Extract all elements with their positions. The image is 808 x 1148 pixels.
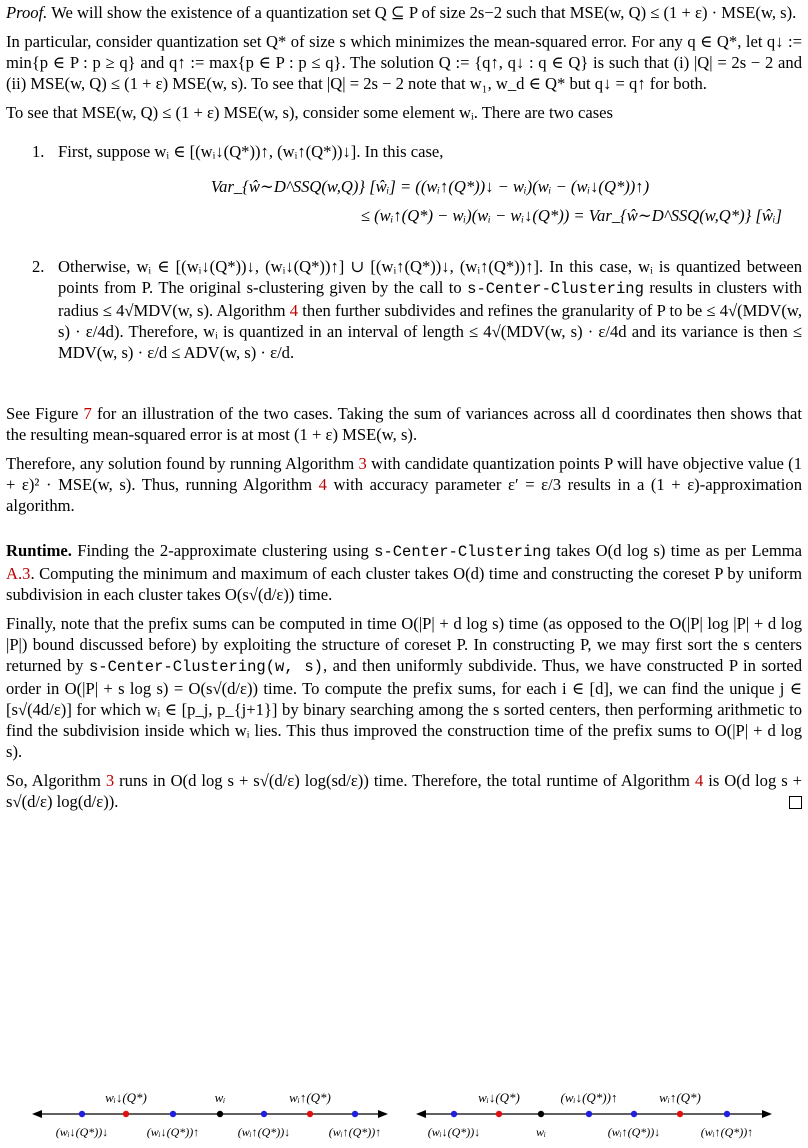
right-bottom-label-3: (wᵢ↑(Q*))↓ [607,1125,661,1139]
right-number-line [416,1090,772,1139]
left-arrow-left-icon [32,1110,42,1118]
paragraph-runtime [6,540,802,605]
runtime-text-a: Finding the 2-approximate clustering using [77,541,369,560]
total-text-b: runs in O(d log s + s√(d/ε) log(sd/ε)) time. Therefore, the total runtime of Algorithm [119,771,690,790]
intro-text: We will show the existence of a quantization set Q ⊆ P of size 2s−2 such that MSE(w, Q) ≤ (1 + ε) · MSE(w, s). [51,3,797,22]
figure-7-number-lines [30,1078,780,1148]
paragraph-cases-intro: To see that MSE(w, Q) ≤ (1 + ε) MSE(w, s), consider some element wᵢ. There are two cases [6,103,613,122]
s-center-clustering-call: s-Center-Clustering [467,280,644,298]
case-2-number: 2. [32,257,45,276]
left-point-3 [170,1111,176,1117]
case-1 [6,141,802,226]
case-1-number: 1. [32,142,45,161]
left-number-line [32,1090,388,1139]
right-point-3 [538,1111,544,1117]
qed-box [789,796,802,809]
proof-page [6,0,802,820]
case-2-text-b: results in clusters with radius ≤ 4√MDV(w, s). Algorithm [58,278,803,320]
algorithm-3-link[interactable]: 3 [358,454,367,473]
left-point-1 [79,1111,85,1117]
approx-text-a: Therefore, any solution found by running Algorithm [6,454,355,473]
right-point-7 [724,1111,730,1117]
left-point-2 [123,1111,129,1117]
runtime-text-c: . Computing the minimum and maximum of each cluster takes O(d) time and constructing the coreset P by uniform subdivision in each cluster takes O(s√(d/ε)) time. [6,564,802,604]
s-center-clustering-call-2: s-Center-Clustering [374,543,551,561]
left-bottom-label-3: (wᵢ↑(Q*))↓ [237,1125,291,1139]
algorithm-3-link-2[interactable]: 3 [105,771,115,790]
prefix-text-a: Finally, note that the prefix sums can be computed in time O(|P| + d log s) time (as opposed to the O(|P| log |P| + d log |P|) bound discussed before) by exploiting the structure of coreset P. In constructing P, we may first sort the s centers returned by [6,614,802,675]
right-bottom-label-4: (wᵢ↑(Q*))↑ [700,1125,754,1139]
case-2-text-c: then further subdivides and refines the granularity of P to be ≤ 4√(MDV(w, s) · ε/4d). Therefore, wᵢ is quantized in an interval of length ≤ 4√(MDV(w, s) · ε/4d and its variance is then ≤ MDV(w, s) · ε/d ≤ ADV(w, s) · ε/d. [58,301,802,362]
left-bottom-label-4: (wᵢ↑(Q*))↑ [328,1125,382,1139]
case-2 [6,256,802,363]
right-point-6 [677,1111,683,1117]
variance-equation-line-1: Var_{ŵ∼D^SSQ(w,Q)} [ŵᵢ] = ((wᵢ↑(Q*))↓ − wᵢ)(wᵢ − (wᵢ↓(Q*))↑) [210,177,650,196]
left-bottom-label-1: (wᵢ↓(Q*))↓ [55,1125,109,1139]
left-bottom-label-2: (wᵢ↓(Q*))↑ [146,1125,200,1139]
paragraph-prefix-sums [6,613,802,762]
left-point-6 [307,1111,313,1117]
s-center-clustering-call-3: s-Center-Clustering(w, s) [89,658,323,676]
proof-intro [6,2,802,23]
runtime-heading: Runtime. [6,541,72,560]
case-1-text: First, suppose wᵢ ∈ [(wᵢ↓(Q*))↑, (wᵢ↑(Q*))↓]. In this case, [58,142,444,161]
proof-label: Proof. [6,3,48,22]
runtime-text-b: takes O(d log s) time as per Lemma [556,541,802,560]
fig-ref-text-b: for an illustration of the two cases. Taking the sum of variances across all d coordinates then shows that the resulting mean-squared error is at most (1 + ε) MSE(w, s). [6,404,802,444]
left-arrow-right-icon [378,1110,388,1118]
left-point-7 [352,1111,358,1117]
left-point-5 [261,1111,267,1117]
right-bottom-label-1: (wᵢ↓(Q*))↓ [427,1125,481,1139]
algorithm-4-link-3[interactable]: 4 [694,771,704,790]
left-top-label-3: wᵢ↑(Q*) [289,1090,331,1105]
lemma-a3-link[interactable]: A.3 [6,564,31,583]
left-top-label-2: wᵢ [214,1090,226,1105]
right-arrow-left-icon [416,1110,426,1118]
prefix-text-b: , and then uniformly subdivide. Thus, we have constructed P in sorted order in O(|P| + s log s) = O(s√(d/ε)) time. To compute the prefix sums, for each i ∈ [d], we can find the unique j ∈ [s√(4d/ε)] for which wᵢ ∈ [p_j, p_{j+1}] by binary searching among the s sorted centers, then performing arithmetic to find the subdivision inside which wᵢ lies. This thus improved the construction time of the prefix sums to O(|P| + d log s). [6,656,803,761]
paragraph-figure-ref [6,403,802,445]
right-top-label-2: (wᵢ↓(Q*))↑ [560,1090,618,1105]
right-point-2 [496,1111,502,1117]
right-point-1 [451,1111,457,1117]
variance-equation-line-2: ≤ (wᵢ↑(Q*) − wᵢ)(wᵢ − wᵢ↓(Q*)) = Var_{ŵ∼D^SSQ(w,Q*)} [ŵᵢ] [360,206,782,225]
right-bottom-label-2: wᵢ [536,1125,546,1139]
fig-ref-text-a: See Figure [6,404,79,423]
approx-text-c: with accuracy parameter ε′ = ε/3 results in a (1 + ε)-approximation algorithm. [6,475,802,515]
case-2-text-a: Otherwise, wᵢ ∈ [(wᵢ↓(Q*))↓, (wᵢ↓(Q*))↑] ∪ [(wᵢ↑(Q*))↓, (wᵢ↑(Q*))↑]. In this case, wᵢ is quantized between points from P. The original s-clustering given by the call to [58,257,802,297]
right-arrow-right-icon [762,1110,772,1118]
algorithm-4-link[interactable]: 4 [289,301,299,320]
paragraph-approximation [6,453,802,516]
right-point-4 [586,1111,592,1117]
total-text-a: So, Algorithm [6,771,101,790]
left-top-label-1: wᵢ↓(Q*) [105,1090,147,1105]
right-point-5 [631,1111,637,1117]
figure-7-link[interactable]: 7 [83,404,92,423]
right-top-label-3: wᵢ↑(Q*) [659,1090,701,1105]
algorithm-4-link-2[interactable]: 4 [318,475,327,494]
paragraph-construction: In particular, consider quantization set Q* of size s which minimizes the mean-squared error. For any q ∈ Q*, let q↓ := min{p ∈ P : p ≥ q} and q↑ := max{p ∈ P : p ≤ q}. The solution Q := {q↑, q↓ : q ∈ Q} is such that (i) |Q| = 2s − 2 and (ii) MSE(w, Q) ≤ (1 + ε) MSE(w, s). To see that |Q| = 2s − 2 note that w₁, w_d ∈ Q* but q↓ = q↑ for both. [6,32,802,93]
total-text-c: is O(d log s + s√(d/ε) log(d/ε)). [6,771,803,811]
paragraph-total-runtime [6,770,802,812]
approx-text-b: with candidate quantization points P will have objective value (1 + ε)² · MSE(w, s). Thus, running Algorithm [6,454,802,494]
left-point-4 [217,1111,223,1117]
right-top-label-1: wᵢ↓(Q*) [478,1090,520,1105]
